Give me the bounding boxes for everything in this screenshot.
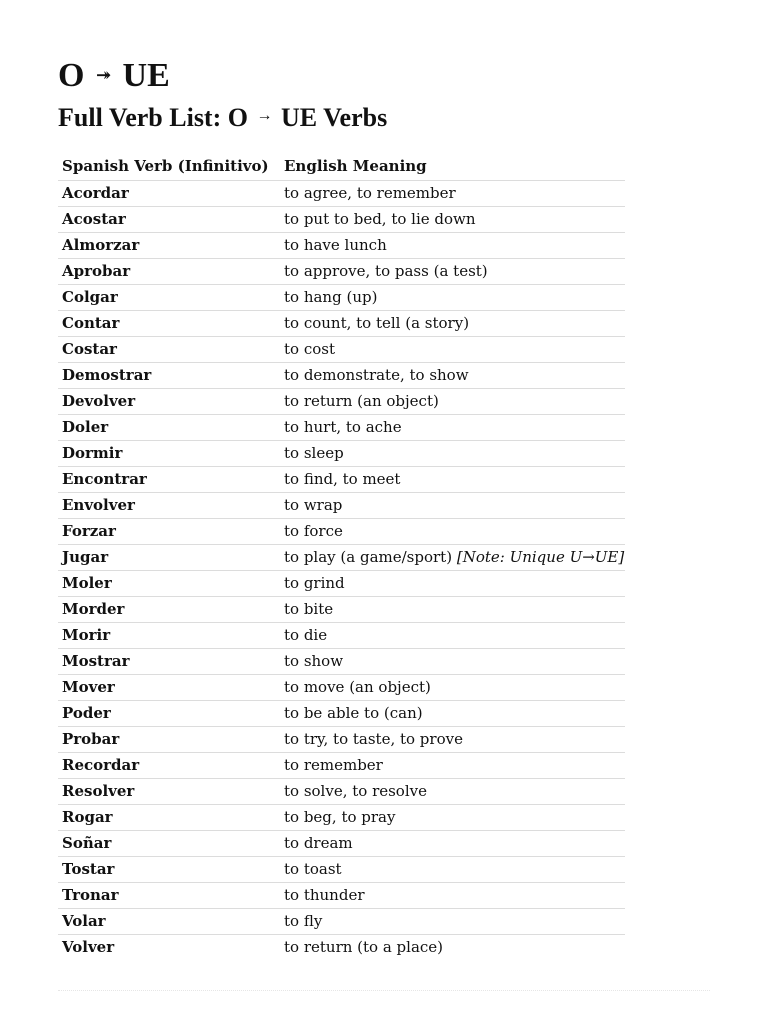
table-row: [58, 519, 625, 545]
spanish-verb-cell: Envolver: [58, 493, 280, 519]
spanish-verb-cell: Recordar: [58, 753, 280, 779]
table-row: [58, 571, 625, 597]
english-meaning-cell: [280, 649, 625, 675]
english-meaning-text: to find, to meet: [284, 470, 401, 488]
table-row: [58, 727, 625, 753]
table-row: [58, 597, 625, 623]
spanish-verb-cell: Volver: [62, 938, 115, 956]
english-meaning-text: to hurt, to ache: [284, 418, 402, 436]
english-meaning-cell: [280, 207, 625, 233]
english-meaning-cell: [280, 337, 625, 363]
double-arrow-icon: ↠: [95, 65, 112, 86]
footer-divider: [58, 990, 710, 991]
spanish-verb-cell: Tostar: [58, 857, 280, 883]
table-row: [58, 415, 625, 441]
table-row: [58, 285, 625, 311]
title-left: O: [58, 57, 85, 94]
english-meaning-cell: [280, 935, 625, 961]
english-meaning-cell: [280, 571, 625, 597]
english-meaning-cell: [280, 441, 625, 467]
spanish-verb-cell: Resolver: [58, 779, 280, 805]
table-row: [58, 935, 625, 961]
table-row: [58, 311, 625, 337]
english-meaning-cell: [280, 259, 625, 285]
english-meaning-text: to cost: [284, 340, 335, 358]
english-meaning-cell: [280, 519, 625, 545]
spanish-verb-cell: Acordar: [58, 181, 280, 207]
english-meaning-text: to return (to a place): [284, 938, 444, 956]
spanish-verb-cell: Morder: [58, 597, 280, 623]
english-meaning-text: to have lunch: [284, 236, 387, 254]
table-row: [58, 779, 625, 805]
english-meaning-text: to approve, to pass (a test): [284, 262, 488, 280]
english-meaning-text: to beg, to pray: [284, 808, 396, 826]
column-header-english: English Meaning: [280, 153, 625, 181]
english-meaning-cell: [280, 883, 625, 909]
column-header-spanish: Spanish Verb (Infinitivo): [58, 153, 280, 181]
english-meaning-text: to put to bed, to lie down: [284, 210, 476, 228]
spanish-verb-cell: Poder: [58, 701, 280, 727]
spanish-verb-cell: Encontrar: [58, 467, 280, 493]
english-meaning-cell: [280, 701, 625, 727]
spanish-verb-cell: Costar: [58, 337, 280, 363]
spanish-verb-cell: Contar: [58, 311, 280, 337]
spanish-verb-cell: Probar: [58, 727, 280, 753]
english-meaning-text: to agree, to remember: [284, 184, 456, 202]
table-header-row: [58, 153, 625, 181]
english-meaning-text: to move (an object): [284, 678, 431, 696]
english-meaning-cell: [280, 233, 625, 259]
english-meaning-text: to hang (up): [284, 288, 378, 306]
spanish-verb-cell: Moler: [58, 571, 280, 597]
english-meaning-text: to die: [284, 626, 328, 644]
table-row: [58, 831, 625, 857]
english-meaning-text: to wrap: [284, 496, 343, 514]
english-meaning-cell: [280, 675, 625, 701]
spanish-verb-cell: Jugar: [58, 545, 280, 571]
verb-table: [58, 153, 625, 960]
english-meaning-text: to play (a game/sport): [284, 548, 453, 566]
english-meaning-text: to dream: [284, 834, 353, 852]
english-meaning-cell: [280, 545, 625, 571]
english-meaning-cell: [280, 805, 625, 831]
english-meaning-text: to force: [284, 522, 343, 540]
english-meaning-cell: [280, 753, 625, 779]
spanish-verb-cell: Acostar: [58, 207, 280, 233]
english-meaning-cell: [280, 623, 625, 649]
spanish-verb-cell: Dormir: [58, 441, 280, 467]
spanish-verb-cell: Almorzar: [58, 233, 280, 259]
table-row: [58, 675, 625, 701]
title-right: UE: [122, 57, 170, 94]
verb-note: [Note: Unique U→UE]: [456, 548, 625, 566]
spanish-verb-cell: Rogar: [58, 805, 280, 831]
spanish-verb-cell: Demostrar: [58, 363, 280, 389]
table-row: [58, 857, 625, 883]
english-meaning-cell: [280, 909, 625, 935]
english-meaning-text: to demonstrate, to show: [284, 366, 469, 384]
table-row: [58, 337, 625, 363]
english-meaning-text: to show: [284, 652, 344, 670]
english-meaning-text: to solve, to resolve: [284, 782, 427, 800]
spanish-verb-cell: Devolver: [58, 389, 280, 415]
spanish-verb-cell: Mostrar: [58, 649, 280, 675]
spanish-verb-cell: Volar: [58, 909, 280, 935]
table-row: [58, 883, 625, 909]
table-row: [58, 467, 625, 493]
english-meaning-cell: [280, 831, 625, 857]
table-row: [58, 909, 625, 935]
english-meaning-cell: [280, 727, 625, 753]
spanish-verb-cell: Morir: [58, 623, 280, 649]
table-row: [58, 441, 625, 467]
english-meaning-text: to bite: [284, 600, 334, 618]
right-arrow-icon: →: [256, 107, 273, 124]
english-meaning-text: to try, to taste, to prove: [284, 730, 463, 748]
english-meaning-cell: [280, 597, 625, 623]
table-row: [58, 649, 625, 675]
english-meaning-cell: [280, 363, 625, 389]
english-meaning-cell: [280, 857, 625, 883]
english-meaning-cell: [280, 779, 625, 805]
spanish-verb-cell: Forzar: [58, 519, 280, 545]
english-meaning-text: to remember: [284, 756, 383, 774]
table-row: [58, 701, 625, 727]
spanish-verb-cell: Aprobar: [58, 259, 280, 285]
table-row: [58, 363, 625, 389]
english-meaning-cell: [280, 285, 625, 311]
section-heading: [58, 101, 387, 139]
english-meaning-cell: [280, 389, 625, 415]
table-row: [58, 389, 625, 415]
english-meaning-text: to count, to tell (a story): [284, 314, 470, 332]
table-row: [58, 493, 625, 519]
spanish-verb-cell: Doler: [58, 415, 280, 441]
english-meaning-text: to fly: [284, 912, 323, 930]
english-meaning-text: to toast: [284, 860, 342, 878]
english-meaning-text: to return (an object): [284, 392, 439, 410]
table-row: [58, 207, 625, 233]
spanish-verb-cell: Mover: [58, 675, 280, 701]
table-row: [58, 181, 625, 207]
spanish-verb-cell: Colgar: [58, 285, 280, 311]
english-meaning-text: to thunder: [284, 886, 365, 904]
english-meaning-cell: [280, 311, 625, 337]
table-row: [58, 623, 625, 649]
table-row: [58, 753, 625, 779]
english-meaning-cell: [280, 181, 625, 207]
english-meaning-cell: [280, 467, 625, 493]
english-meaning-cell: [280, 415, 625, 441]
table-row: [58, 233, 625, 259]
table-row: [58, 259, 625, 285]
spanish-verb-cell: Soñar: [58, 831, 280, 857]
spanish-verb-cell: Tronar: [58, 883, 280, 909]
table-row: [58, 805, 625, 831]
english-meaning-text: to grind: [284, 574, 345, 592]
section-heading-suffix: UE Verbs: [280, 103, 388, 132]
section-heading-prefix: Full Verb List: O: [58, 103, 248, 132]
english-meaning-text: to sleep: [284, 444, 344, 462]
table-body: [58, 181, 625, 961]
english-meaning-cell: [280, 493, 625, 519]
table-row: [58, 545, 625, 571]
english-meaning-text: to be able to (can): [284, 704, 423, 722]
page-title: [58, 56, 170, 98]
